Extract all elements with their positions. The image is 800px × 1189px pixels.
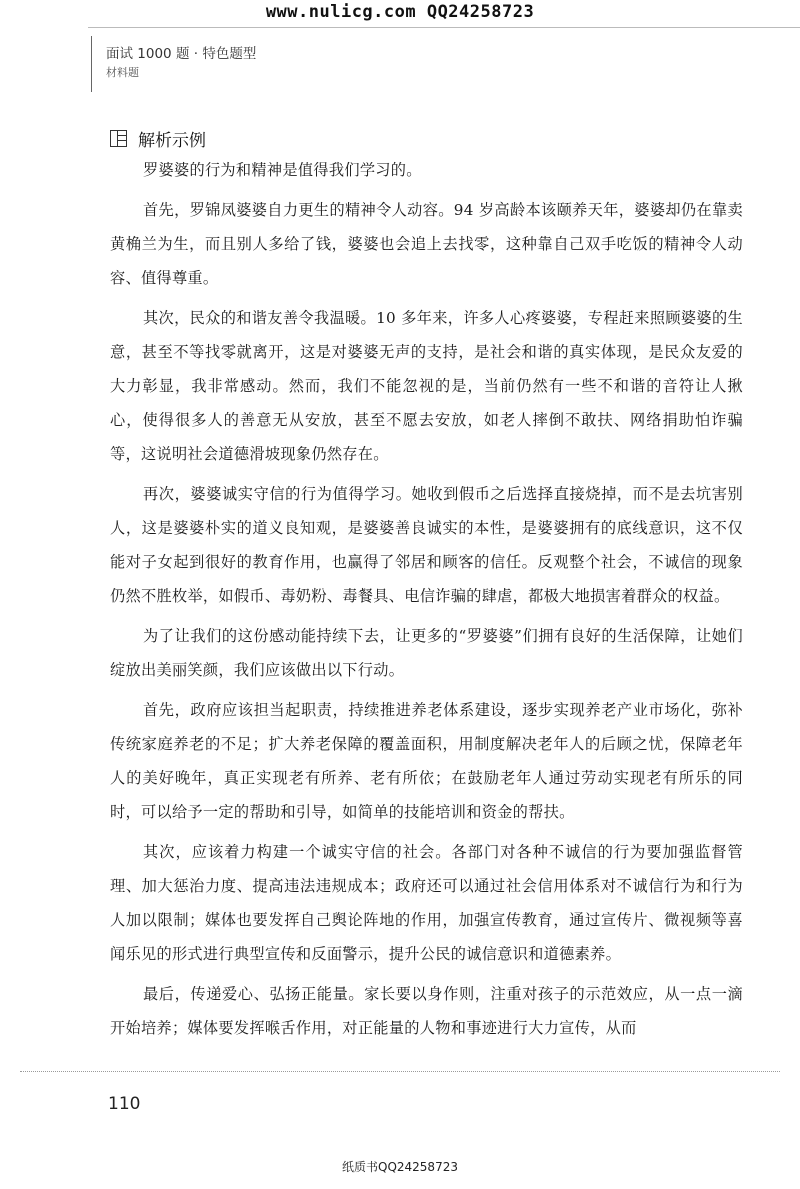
- header-rule: [88, 27, 800, 28]
- paragraph: 其次，民众的和谐友善令我温暖。10 多年来，许多人心疼婆婆，专程赶来照顾婆婆的生意，甚至不等找零就离开，这是对婆婆无声的支持，是社会和谐的真实体现，是民众友爱的大力彰显，我非常感动。然而，我们不能忽视的是，当前仍然有一些不和谐的音符让人揪心，使得很多人的善意无从安放，甚至不愿去安放，如老人摔倒不敢扶、网络捐助怕诈骗等，这说明社会道德滑坡现象仍然存在。: [110, 309, 743, 463]
- watermark-top: www.nulicg.com QQ24258723: [265, 2, 535, 22]
- section-heading: [110, 126, 206, 151]
- watermark-bottom: 纸质书QQ24258723: [342, 1160, 458, 1174]
- grid-icon: [110, 130, 127, 147]
- running-header-title: 面试 1000 题 · 特色题型: [106, 46, 257, 62]
- paragraph: 首先，罗锦凤婆婆自力更生的精神令人动容。94 岁高龄本该颐养天年，婆婆却仍在靠卖黄桷兰为生，而且别人多给了钱，婆婆也会追上去找零，这种靠自己双手吃饭的精神令人动容、值得尊重。: [110, 201, 743, 287]
- paragraph: 最后，传递爱心、弘扬正能量。家长要以身作则，注重对孩子的示范效应，从一点一滴开始培养；媒体要发挥喉舌作用，对正能量的人物和事迹进行大力宣传，从而: [110, 985, 743, 1037]
- page-number: 110: [108, 1094, 141, 1114]
- header-bar: [91, 36, 92, 92]
- paragraph: 罗婆婆的行为和精神是值得我们学习的。: [143, 161, 422, 179]
- scan-artifact-line: [20, 1071, 780, 1073]
- body-text: [110, 153, 743, 1051]
- running-header-subtitle: 材料题: [106, 66, 139, 79]
- paragraph: 为了让我们的这份感动能持续下去，让更多的“罗婆婆”们拥有良好的生活保障，让她们绽放出美丽笑颜，我们应该做出以下行动。: [110, 627, 743, 679]
- paragraph: 首先，政府应该担当起职责，持续推进养老体系建设，逐步实现养老产业市场化，弥补传统家庭养老的不足；扩大养老保障的覆盖面积，用制度解决老年人的后顾之忧，保障老年人的美好晚年，真正实现老有所养、老有所依；在鼓励老年人通过劳动实现老有所乐的同时，可以给予一定的帮助和引导，如简单的技能培训和资金的帮扶。: [110, 701, 743, 821]
- section-title: 解析示例: [138, 131, 206, 151]
- paragraph: 再次，婆婆诚实守信的行为值得学习。她收到假币之后选择直接烧掉，而不是去坑害别人，这是婆婆朴实的道义良知观，是婆婆善良诚实的本性，是婆婆拥有的底线意识，这不仅能对子女起到很好的教育作用，也赢得了邻居和顾客的信任。反观整个社会，不诚信的现象仍然不胜枚举，如假币、毒奶粉、毒餐具、电信诈骗的肆虐，都极大地损害着群众的权益。: [110, 485, 743, 605]
- paragraph: 其次，应该着力构建一个诚实守信的社会。各部门对各种不诚信的行为要加强监督管理、加大惩治力度、提高违法违规成本；政府还可以通过社会信用体系对不诚信行为和行为人加以限制；媒体也要发挥自己舆论阵地的作用，加强宣传教育，通过宣传片、微视频等喜闻乐见的形式进行典型宣传和反面警示，提升公民的诚信意识和道德素养。: [110, 843, 743, 963]
